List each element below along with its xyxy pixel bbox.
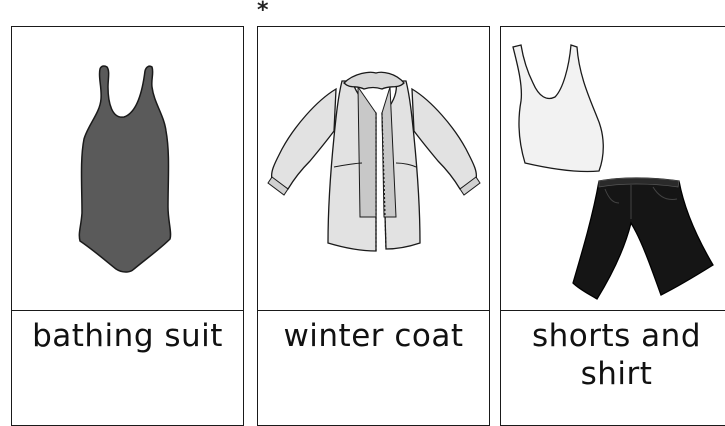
card-label: winter coat — [283, 318, 464, 354]
card-label: bathing suit — [32, 318, 223, 354]
card-shorts-and-shirt[interactable] — [500, 26, 725, 426]
winter-coat-icon — [258, 27, 489, 311]
card-bathing-suit[interactable] — [11, 26, 244, 426]
card-winter-coat[interactable] — [257, 26, 490, 426]
card-image-area — [501, 27, 725, 311]
card-image-area — [12, 27, 243, 311]
card-label: shorts and shirt — [532, 318, 701, 392]
shorts-and-shirt-icon — [501, 27, 725, 311]
asterisk-marker: * — [257, 0, 269, 23]
bathing-suit-icon — [12, 27, 243, 311]
card-image-area — [258, 27, 489, 311]
